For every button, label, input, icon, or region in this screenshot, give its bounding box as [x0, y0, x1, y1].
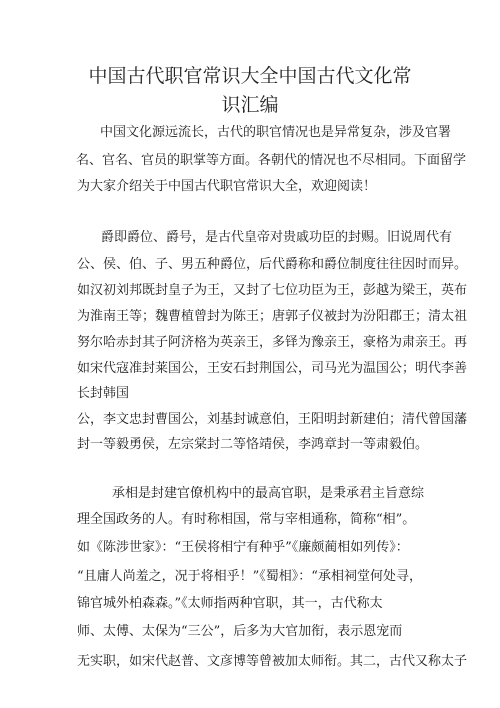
- document-title-line-2: 识汇编: [221, 94, 279, 116]
- paragraph-line: “且庸人尚羞之，况于将相乎！”《蜀相》：“承相祠堂何处寻，: [77, 569, 422, 584]
- paragraph-line: 名、官名、官员的职掌等方面。各朝代的情况也不尽相同。下面留学: [76, 153, 467, 168]
- paragraph-line: 为大家介绍关于中国古代职官常识大全，欢迎阅读！: [77, 179, 377, 194]
- paragraph-line: 封一等毅勇侯，左宗棠封二等恪靖侯，李鸿章封一等肃毅伯。: [77, 437, 429, 452]
- paragraph-line: 理全国政务的人。有时称相国，常与宰相通称，简称“相”。: [77, 512, 416, 527]
- paragraph-line: 爵即爵位、爵号，是古代皇帝对贵戚功臣的封赐。旧说周代有: [101, 230, 453, 245]
- paragraph-line: 如《陈涉世家》：“王侯将相宁有种乎”《廉颇蔺相如列传》：: [77, 540, 409, 555]
- paragraph-line: 公，李文忠封曹国公，刘基封诚意伯，王阳明封新建伯；清代曾国藩: [77, 412, 468, 427]
- paragraph-line: 承相是封建官僚机构中的最高官职，是秉承君主旨意综: [112, 486, 425, 501]
- paragraph-line: 为淮南王等；魏曹植曾封为陈王；唐郭子仪被封为汾阳郡王；清太祖: [77, 309, 468, 324]
- paragraph-line: 中国文化源远流长，古代的职官情况也是异常复杂，涉及官署: [100, 125, 452, 140]
- paragraph-line: 无实职，如宋代赵普、文彦博等曾被加太师衔。其二，古代又称太子: [77, 654, 468, 669]
- paragraph-line: 如宋代寇准封莱国公，王安石封荆国公，司马光为温国公；明代李善: [77, 361, 468, 376]
- paragraph-line: 努尔哈赤封其子阿济格为英亲王，多铎为豫亲王，豪格为肃亲王。再: [77, 335, 468, 350]
- paragraph-line: 师、太傅、太保为“三公”，后多为大官加衔，表示恩宠而: [77, 624, 403, 639]
- paragraph-line: 如汉初刘邦既封皇子为王，又封了七位功臣为王，彭越为梁王，英布: [77, 283, 468, 298]
- paragraph-line: 锦官城外柏森森。”《太师指两种官职，其一，古代称太: [77, 596, 383, 611]
- document-title-line-1: 中国古代职官常识大全中国古代文化常: [88, 65, 412, 87]
- paragraph-line: 长封韩国: [77, 386, 130, 401]
- paragraph-line: 公、侯、伯、子、男五种爵位，后代爵称和爵位制度往往因时而异。: [77, 257, 468, 272]
